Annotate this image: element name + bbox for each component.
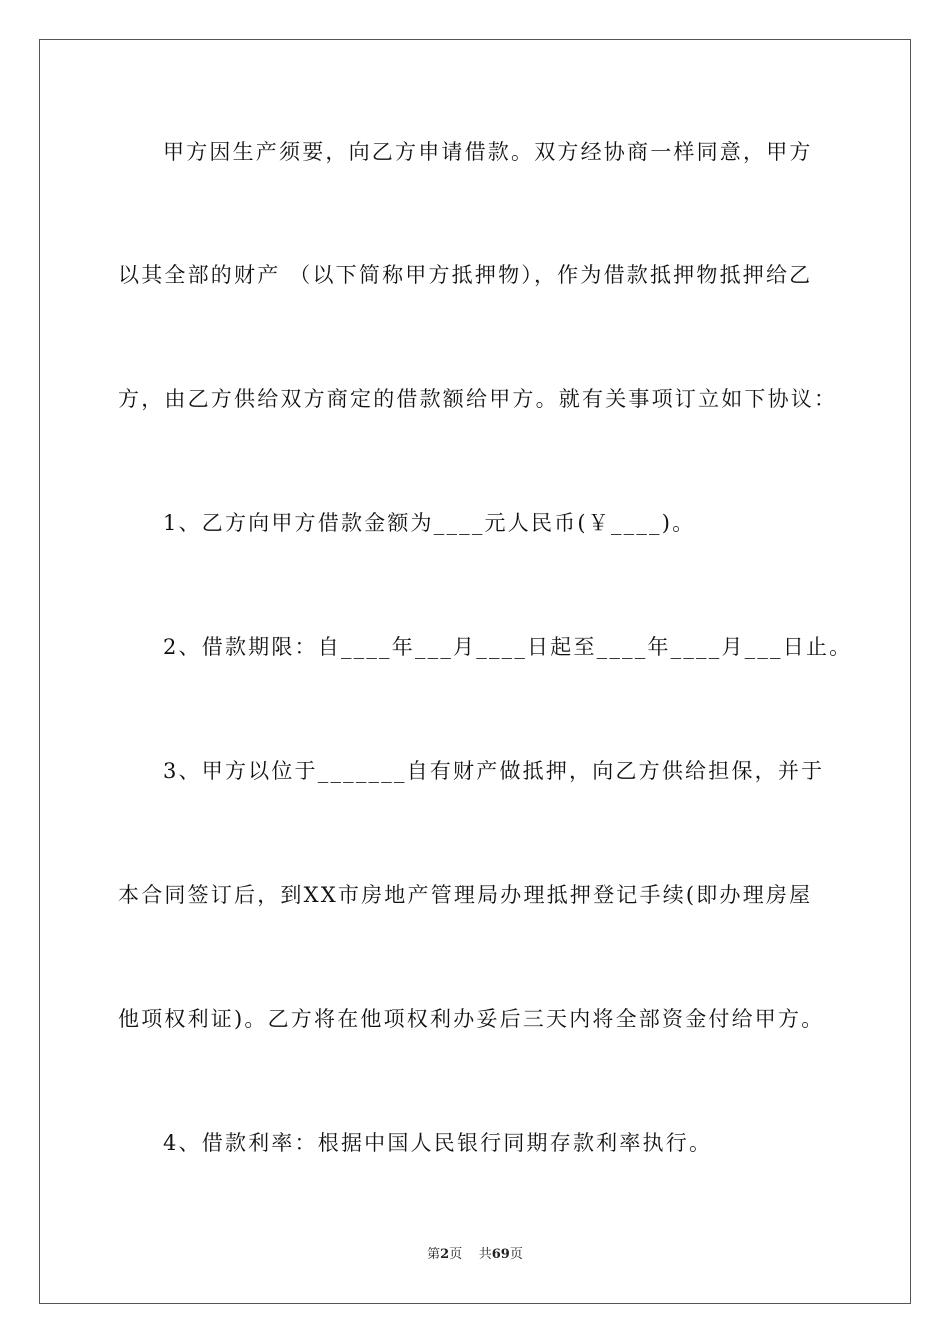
page-number: 2	[440, 1247, 450, 1262]
page-border	[39, 39, 911, 1304]
total-pages: 69	[491, 1247, 510, 1262]
paragraph-line: 本合同签订后，到XX市房地产管理局办理抵押登记手续(即办理房屋	[118, 883, 813, 907]
paragraph-line: 他项权利证)。乙方将在他项权利办妥后三天内将全部资金付给甲方。	[118, 1007, 825, 1031]
page-suffix: 页	[449, 1247, 463, 1262]
paragraph-line: 甲方因生产须要，向乙方申请借款。双方经协商一样同意，甲方	[163, 140, 813, 164]
clause-3: 3、甲方以位于_______自有财产做抵押，向乙方供给担保，并于	[163, 759, 825, 783]
total-suffix: 页	[509, 1247, 523, 1262]
clause-1: 1、乙方向甲方借款金额为____元人民币(￥____)。	[163, 511, 696, 535]
total-prefix: 共	[478, 1247, 492, 1262]
page-prefix: 第	[427, 1247, 441, 1262]
paragraph-line: 以其全部的财产 （以下简称甲方抵押物），作为借款抵押物抵押给乙	[118, 263, 813, 287]
page-footer	[0, 1246, 950, 1264]
clause-2: 2、借款期限：自____年___月____日起至____年____月___日止。	[163, 635, 853, 659]
clause-4: 4、借款利率：根据中国人民银行同期存款利率执行。	[163, 1131, 713, 1155]
paragraph-line: 方，由乙方供给双方商定的借款额给甲方。就有关事项订立如下协议：	[118, 387, 838, 411]
